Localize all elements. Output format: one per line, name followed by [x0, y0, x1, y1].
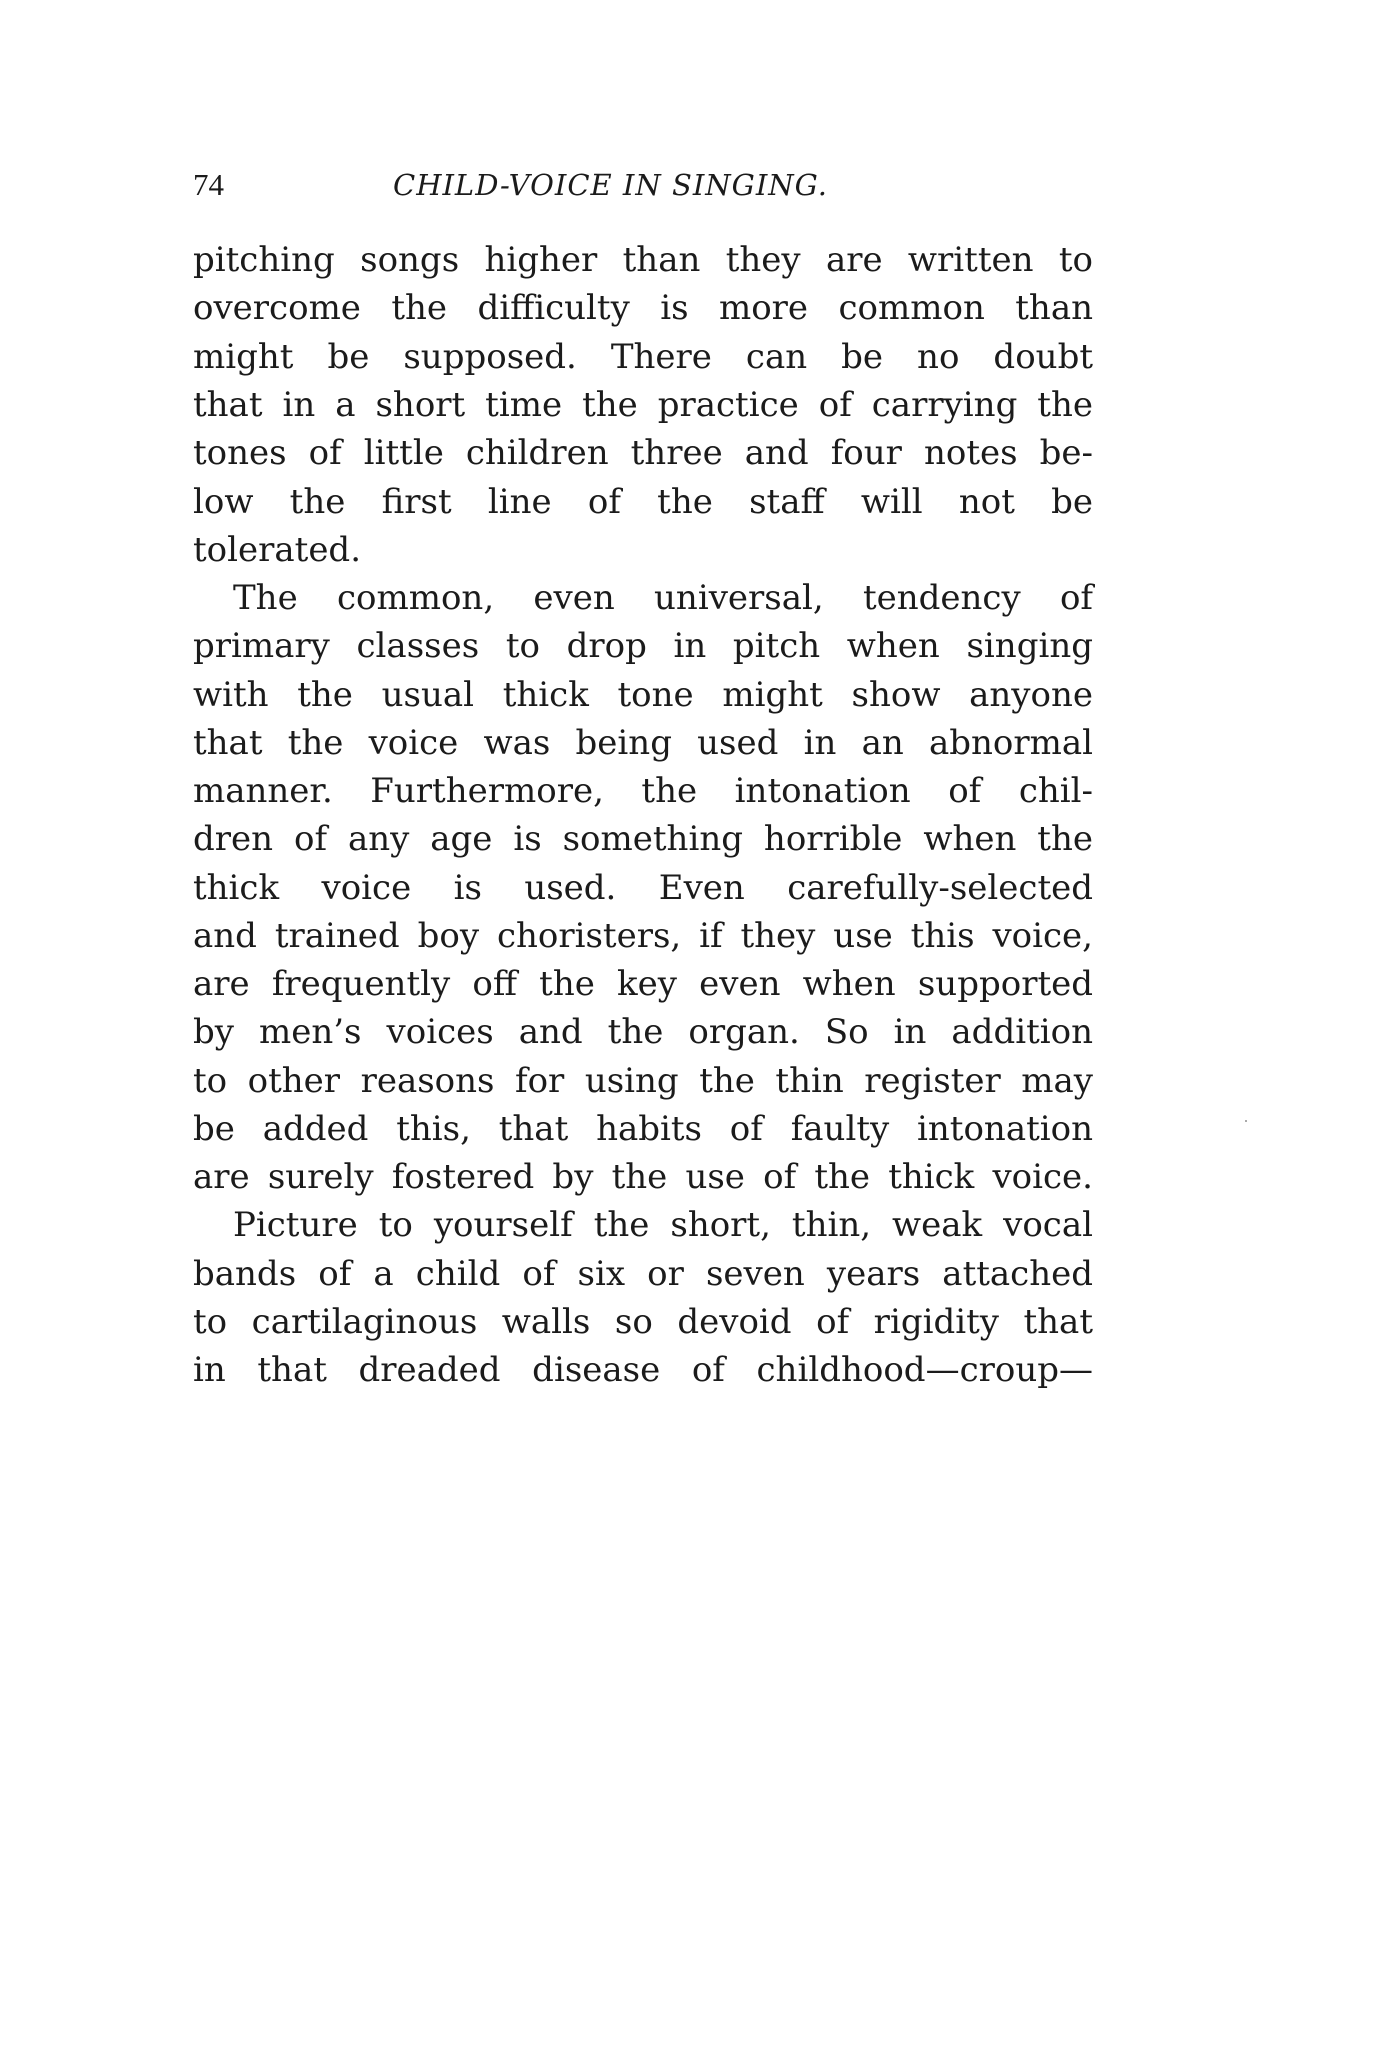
text-line: The common, even universal, tendency of [233, 578, 1093, 618]
text-line: might be supposed. There can be no doubt [193, 337, 1093, 377]
text-line: that in a short time the practice of carrying the [193, 385, 1093, 425]
text-line: bands of a child of six or seven years attached [193, 1254, 1093, 1294]
text-line: pitching songs higher than they are written to [193, 240, 1093, 280]
text-line: are frequently off the key even when supported [193, 964, 1093, 1004]
text-line: and trained boy choristers, if they use this voice, [193, 916, 1093, 956]
text-line: Picture to yourself the short, thin, weak vocal [233, 1205, 1093, 1245]
text-line: manner. Furthermore, the intonation of chil- [193, 771, 1093, 811]
stray-ink-mark [1245, 1120, 1247, 1122]
text-line: that the voice was being used in an abnormal [193, 723, 1093, 763]
text-line: tolerated. [193, 530, 362, 570]
text-line: in that dreaded disease of childhood—croup— [193, 1350, 1093, 1390]
text-line: primary classes to drop in pitch when singing [193, 626, 1093, 666]
text-line: overcome the difficulty is more common than [193, 288, 1093, 328]
text-line: to other reasons for using the thin register may [193, 1061, 1093, 1101]
text-line: by men’s voices and the organ. So in addition [193, 1012, 1093, 1052]
text-line: low the first line of the staff will not be [193, 482, 1093, 522]
text-line: thick voice is used. Even carefully-selected [193, 868, 1093, 908]
text-line: be added this, that habits of faulty intonation [193, 1109, 1093, 1149]
text-line: tones of little children three and four notes be- [193, 433, 1093, 473]
text-line: dren of any age is something horrible when the [193, 819, 1093, 859]
page-number: 74 [193, 167, 224, 202]
text-line: with the usual thick tone might show anyone [193, 675, 1093, 715]
running-head [193, 160, 1093, 210]
text-line: to cartilaginous walls so devoid of rigidity that [193, 1302, 1093, 1342]
text-line: are surely fostered by the use of the thick voice. [193, 1157, 1093, 1197]
running-title: CHILD-VOICE IN SINGING. [393, 168, 829, 202]
